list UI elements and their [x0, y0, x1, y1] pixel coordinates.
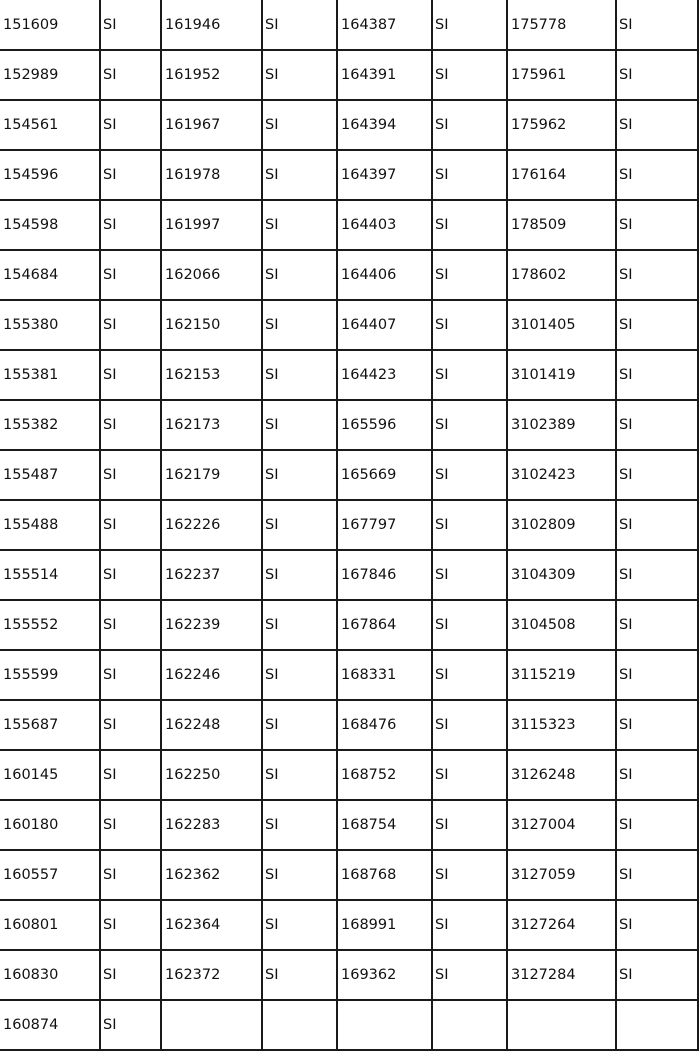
code-cell: 155514 — [0, 550, 100, 600]
code-cell: 164423 — [337, 350, 432, 400]
flag-cell: SI — [616, 50, 698, 100]
table-row — [0, 650, 698, 700]
code-cell: 168331 — [337, 650, 432, 700]
code-cell: 155380 — [0, 300, 100, 350]
table-row — [0, 350, 698, 400]
flag-cell: SI — [100, 400, 161, 450]
flag-cell: SI — [432, 700, 507, 750]
code-cell: 162283 — [161, 800, 262, 850]
code-cell: 3101405 — [507, 300, 616, 350]
flag-cell — [262, 1000, 337, 1050]
code-cell: 161978 — [161, 150, 262, 200]
flag-cell: SI — [432, 500, 507, 550]
code-cell: 3115219 — [507, 650, 616, 700]
code-cell: 162372 — [161, 950, 262, 1000]
code-cell: 155599 — [0, 650, 100, 700]
code-cell: 168991 — [337, 900, 432, 950]
code-cell — [337, 1000, 432, 1050]
flag-cell: SI — [616, 700, 698, 750]
flag-cell: SI — [616, 0, 698, 50]
flag-cell: SI — [262, 0, 337, 50]
table-row — [0, 600, 698, 650]
flag-cell: SI — [262, 250, 337, 300]
flag-cell: SI — [432, 800, 507, 850]
code-cell: 155488 — [0, 500, 100, 550]
code-cell: 161952 — [161, 50, 262, 100]
table-row — [0, 300, 698, 350]
code-cell: 164403 — [337, 200, 432, 250]
flag-cell: SI — [432, 150, 507, 200]
code-cell: 176164 — [507, 150, 616, 200]
code-cell: 162150 — [161, 300, 262, 350]
table-row — [0, 550, 698, 600]
table-row — [0, 100, 698, 150]
table-row — [0, 950, 698, 1000]
flag-cell: SI — [262, 750, 337, 800]
code-cell: 154684 — [0, 250, 100, 300]
flag-cell: SI — [262, 50, 337, 100]
code-cell: 162362 — [161, 850, 262, 900]
flag-cell: SI — [616, 200, 698, 250]
table-row — [0, 400, 698, 450]
flag-cell: SI — [616, 300, 698, 350]
flag-cell: SI — [262, 950, 337, 1000]
table-row — [0, 850, 698, 900]
code-cell: 160830 — [0, 950, 100, 1000]
code-cell: 168752 — [337, 750, 432, 800]
flag-cell: SI — [100, 600, 161, 650]
code-cell: 3115323 — [507, 700, 616, 750]
table-row — [0, 0, 698, 50]
flag-cell: SI — [432, 350, 507, 400]
code-cell: 178509 — [507, 200, 616, 250]
flag-cell: SI — [262, 600, 337, 650]
code-cell: 160801 — [0, 900, 100, 950]
flag-cell: SI — [616, 900, 698, 950]
code-cell: 162173 — [161, 400, 262, 450]
flag-cell: SI — [100, 50, 161, 100]
flag-cell: SI — [100, 900, 161, 950]
code-cell: 165669 — [337, 450, 432, 500]
code-cell: 168768 — [337, 850, 432, 900]
code-cell: 175961 — [507, 50, 616, 100]
table-row — [0, 450, 698, 500]
code-cell: 164394 — [337, 100, 432, 150]
flag-cell: SI — [262, 650, 337, 700]
code-cell: 160557 — [0, 850, 100, 900]
code-cell: 162246 — [161, 650, 262, 700]
code-cell: 164406 — [337, 250, 432, 300]
code-cell: 164397 — [337, 150, 432, 200]
flag-cell: SI — [616, 500, 698, 550]
flag-cell: SI — [262, 900, 337, 950]
flag-cell: SI — [262, 100, 337, 150]
code-cell: 3126248 — [507, 750, 616, 800]
flag-cell — [432, 1000, 507, 1050]
table-row — [0, 1000, 698, 1050]
flag-cell: SI — [100, 350, 161, 400]
flag-cell: SI — [262, 800, 337, 850]
code-cell: 167846 — [337, 550, 432, 600]
flag-cell: SI — [100, 250, 161, 300]
flag-cell: SI — [432, 600, 507, 650]
flag-cell: SI — [616, 750, 698, 800]
code-cell: 169362 — [337, 950, 432, 1000]
flag-cell: SI — [100, 100, 161, 150]
flag-cell: SI — [100, 550, 161, 600]
code-cell: 155687 — [0, 700, 100, 750]
code-cell: 162237 — [161, 550, 262, 600]
flag-cell: SI — [616, 450, 698, 500]
flag-cell: SI — [616, 950, 698, 1000]
flag-cell: SI — [100, 450, 161, 500]
code-cell: 175778 — [507, 0, 616, 50]
flag-cell: SI — [616, 400, 698, 450]
flag-cell: SI — [432, 750, 507, 800]
table-row — [0, 500, 698, 550]
code-cell: 175962 — [507, 100, 616, 150]
code-cell: 162364 — [161, 900, 262, 950]
flag-cell: SI — [432, 900, 507, 950]
code-cell: 151609 — [0, 0, 100, 50]
flag-cell: SI — [432, 250, 507, 300]
code-cell: 3101419 — [507, 350, 616, 400]
table-row — [0, 150, 698, 200]
table-row — [0, 750, 698, 800]
flag-cell: SI — [432, 100, 507, 150]
code-cell: 160874 — [0, 1000, 100, 1050]
flag-cell: SI — [616, 150, 698, 200]
table-row — [0, 250, 698, 300]
code-cell: 160145 — [0, 750, 100, 800]
code-cell: 164387 — [337, 0, 432, 50]
flag-cell: SI — [100, 1000, 161, 1050]
code-cell: 3102423 — [507, 450, 616, 500]
flag-cell: SI — [616, 100, 698, 150]
code-cell: 155382 — [0, 400, 100, 450]
code-cell: 167797 — [337, 500, 432, 550]
code-cell: 161967 — [161, 100, 262, 150]
code-cell: 168476 — [337, 700, 432, 750]
flag-cell: SI — [432, 200, 507, 250]
flag-cell: SI — [432, 850, 507, 900]
code-cell: 168754 — [337, 800, 432, 850]
code-cell: 162248 — [161, 700, 262, 750]
flag-cell: SI — [100, 150, 161, 200]
flag-cell: SI — [262, 700, 337, 750]
code-cell: 164391 — [337, 50, 432, 100]
code-cell: 162239 — [161, 600, 262, 650]
flag-cell: SI — [100, 800, 161, 850]
table-row — [0, 800, 698, 850]
code-cell: 3104508 — [507, 600, 616, 650]
flag-cell: SI — [100, 500, 161, 550]
code-cell: 155487 — [0, 450, 100, 500]
code-cell: 161946 — [161, 0, 262, 50]
flag-cell: SI — [432, 400, 507, 450]
flag-cell: SI — [616, 600, 698, 650]
flag-cell: SI — [262, 500, 337, 550]
code-cell: 155552 — [0, 600, 100, 650]
table-row — [0, 200, 698, 250]
flag-cell: SI — [432, 0, 507, 50]
flag-cell: SI — [262, 450, 337, 500]
flag-cell: SI — [262, 300, 337, 350]
code-cell: 165596 — [337, 400, 432, 450]
code-cell: 162179 — [161, 450, 262, 500]
code-cell: 162250 — [161, 750, 262, 800]
flag-cell: SI — [100, 750, 161, 800]
flag-cell: SI — [100, 300, 161, 350]
flag-cell: SI — [616, 250, 698, 300]
flag-cell: SI — [432, 300, 507, 350]
flag-cell: SI — [432, 550, 507, 600]
code-cell: 160180 — [0, 800, 100, 850]
code-cell: 164407 — [337, 300, 432, 350]
code-cell: 154598 — [0, 200, 100, 250]
flag-cell: SI — [432, 50, 507, 100]
code-cell — [161, 1000, 262, 1050]
flag-cell: SI — [100, 650, 161, 700]
code-cell: 3102809 — [507, 500, 616, 550]
flag-cell: SI — [432, 950, 507, 1000]
flag-cell: SI — [262, 150, 337, 200]
flag-cell: SI — [616, 350, 698, 400]
code-cell: 161997 — [161, 200, 262, 250]
code-cell — [507, 1000, 616, 1050]
code-cell: 3102389 — [507, 400, 616, 450]
table-row — [0, 900, 698, 950]
flag-cell: SI — [262, 850, 337, 900]
flag-cell: SI — [616, 850, 698, 900]
flag-cell: SI — [616, 650, 698, 700]
code-cell: 3127264 — [507, 900, 616, 950]
flag-cell: SI — [100, 200, 161, 250]
code-cell: 162153 — [161, 350, 262, 400]
flag-cell: SI — [262, 350, 337, 400]
code-cell: 178602 — [507, 250, 616, 300]
code-cell: 152989 — [0, 50, 100, 100]
code-cell: 162226 — [161, 500, 262, 550]
flag-cell: SI — [432, 450, 507, 500]
flag-cell: SI — [616, 800, 698, 850]
flag-cell: SI — [100, 950, 161, 1000]
code-cell: 3127284 — [507, 950, 616, 1000]
code-cell: 154561 — [0, 100, 100, 150]
table-row — [0, 50, 698, 100]
flag-cell: SI — [262, 550, 337, 600]
code-cell: 3127004 — [507, 800, 616, 850]
code-cell: 162066 — [161, 250, 262, 300]
flag-cell: SI — [100, 700, 161, 750]
code-cell: 154596 — [0, 150, 100, 200]
code-cell: 3127059 — [507, 850, 616, 900]
code-cell: 155381 — [0, 350, 100, 400]
flag-cell: SI — [616, 550, 698, 600]
table-row — [0, 700, 698, 750]
flag-cell: SI — [100, 0, 161, 50]
flag-cell: SI — [432, 650, 507, 700]
code-cell: 167864 — [337, 600, 432, 650]
flag-cell — [616, 1000, 698, 1050]
flag-cell: SI — [262, 200, 337, 250]
flag-cell: SI — [100, 850, 161, 900]
flag-cell: SI — [262, 400, 337, 450]
code-cell: 3104309 — [507, 550, 616, 600]
